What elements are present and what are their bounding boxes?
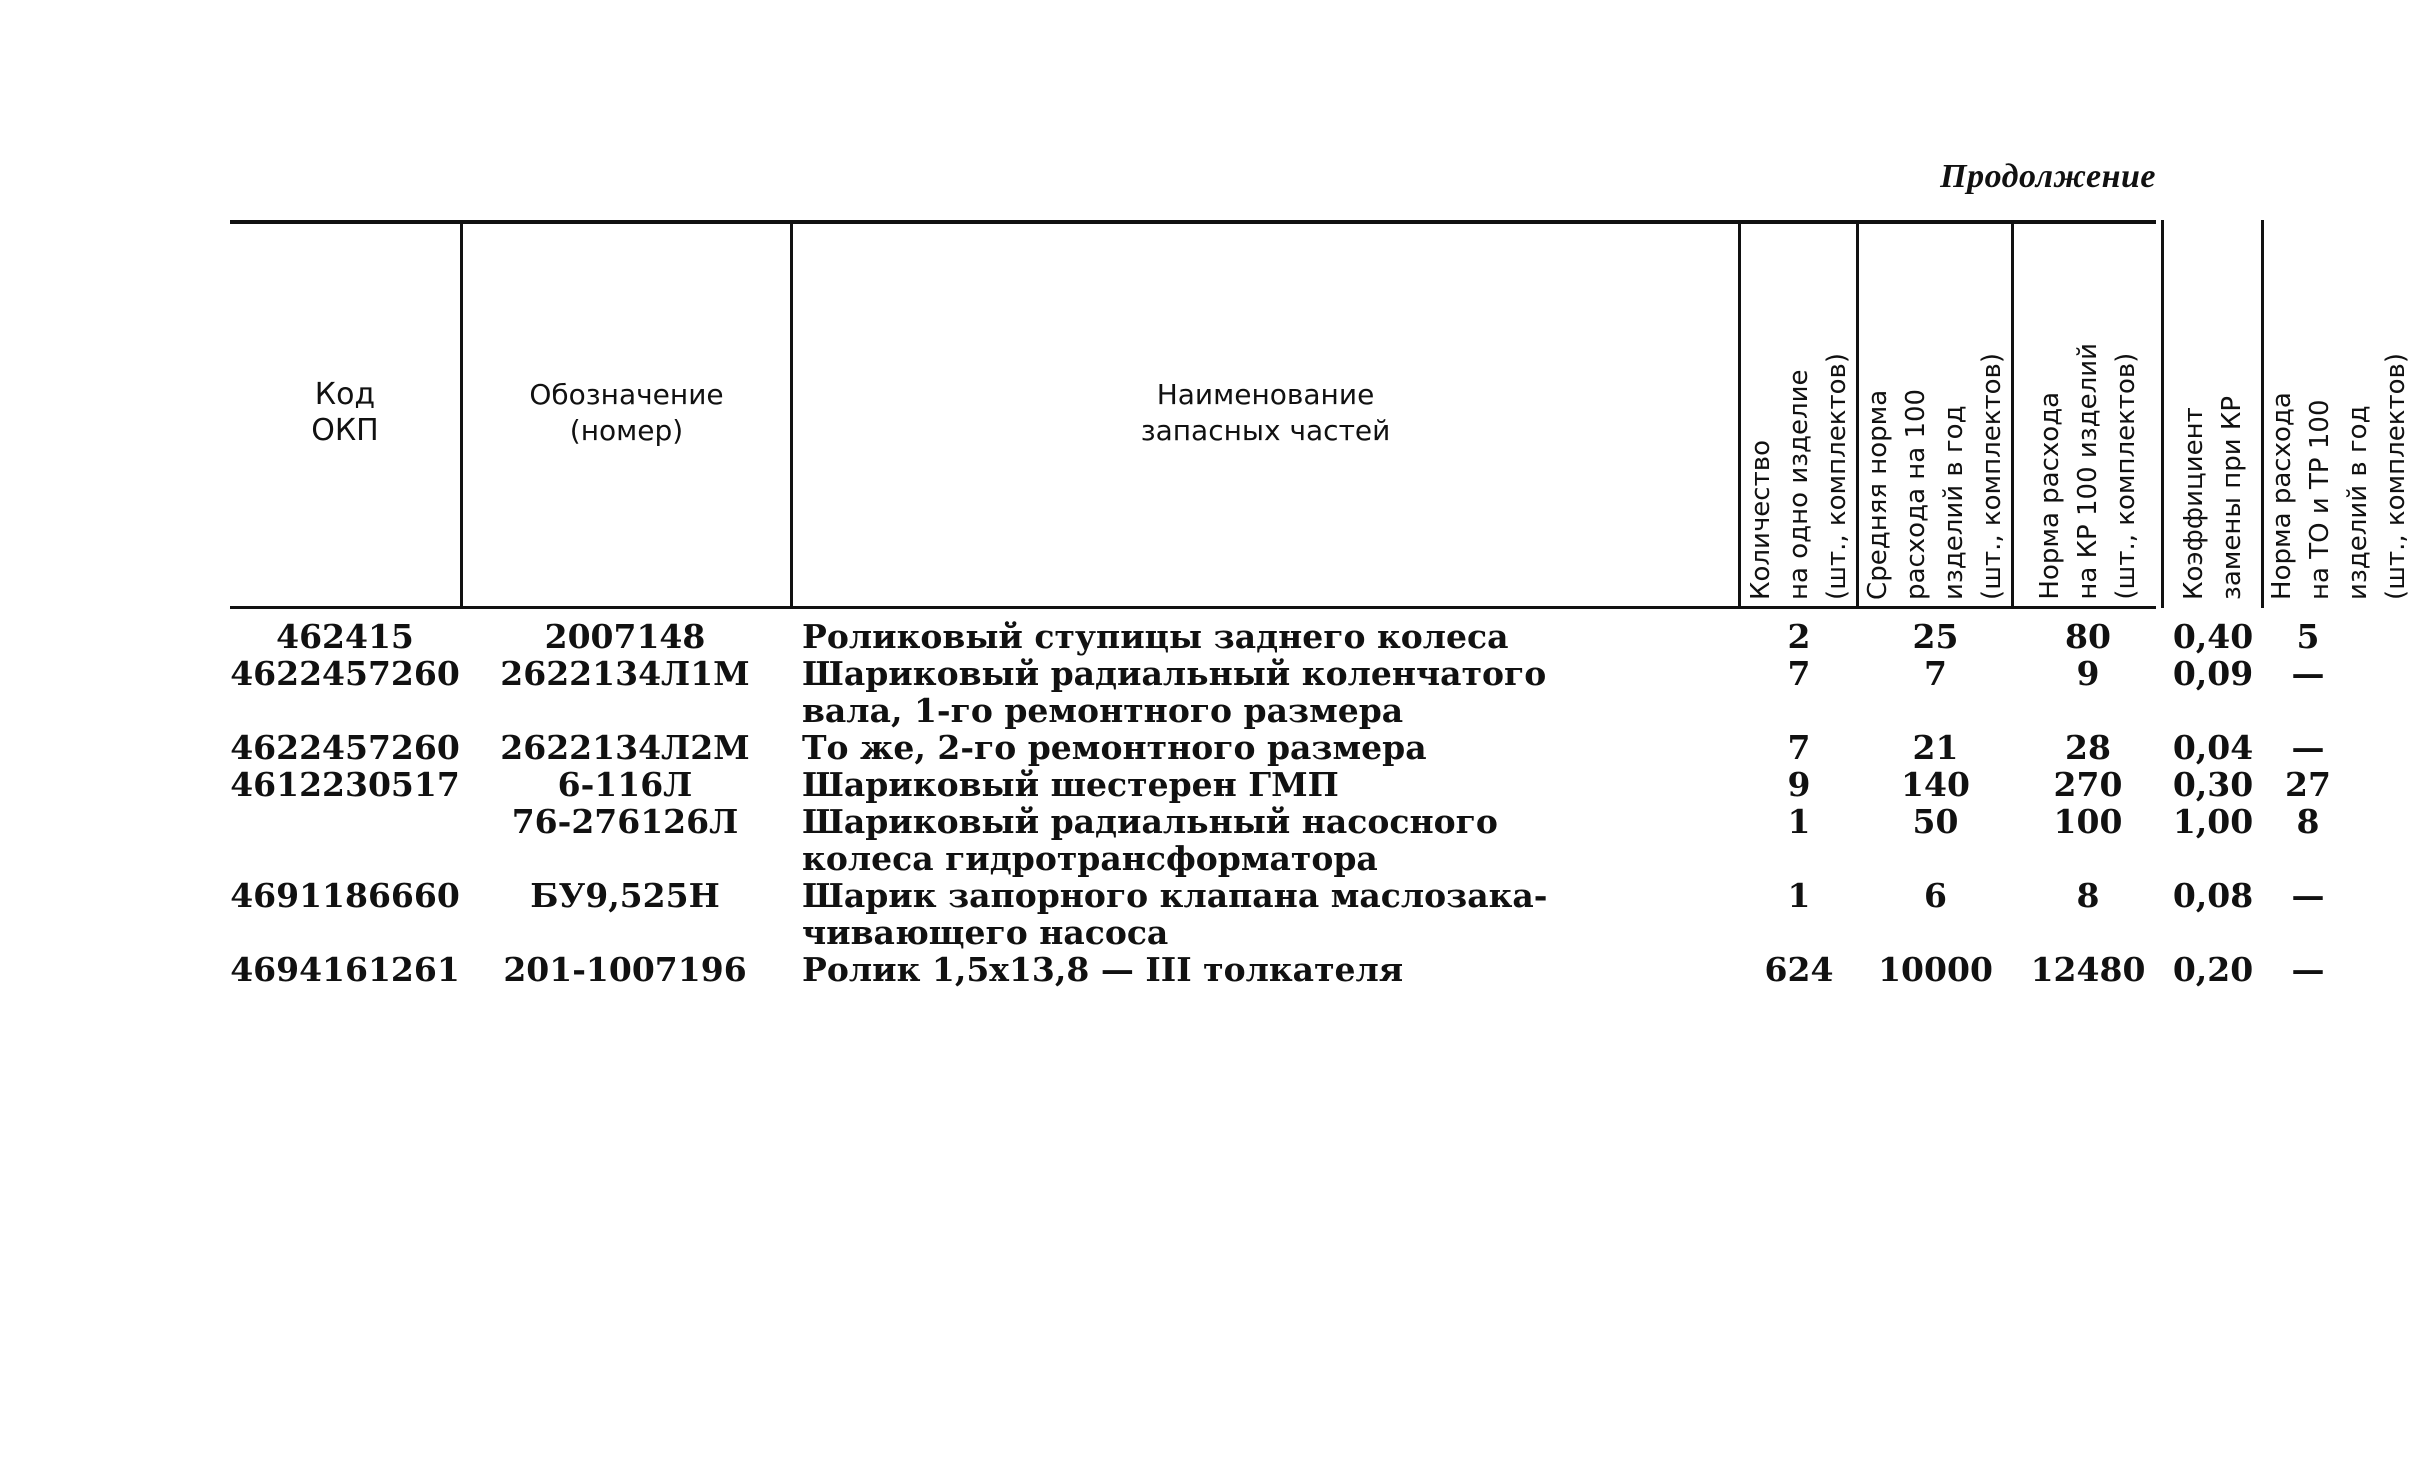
cell-name — [802, 655, 1742, 729]
cell-coef: 0,20 — [2172, 950, 2254, 989]
cell-name-line: То же, 2-го ремонтного размера — [802, 728, 1427, 767]
cell-name-line: Ролик 1,5х13,8 — III толкателя — [802, 950, 1404, 989]
cell-avg: 140 — [1901, 765, 1970, 804]
cell-avg: 10000 — [1878, 950, 1993, 989]
header-avg-norm — [1859, 220, 2011, 606]
header-to-norm-text: Норма расхода на ТО и ТР 100 изделий в год (шт., комплектов) — [2267, 353, 2411, 600]
header-to-norm — [2264, 220, 2414, 606]
cell-name-line: чивающего насоса — [802, 913, 1169, 952]
cell-kr: 28 — [2065, 728, 2111, 767]
header-name-line: Наименование — [1156, 378, 1375, 411]
header-designation-line: (номер) — [569, 414, 684, 447]
cell-kr: 100 — [2053, 802, 2123, 841]
cell-coef: 0,04 — [2172, 728, 2254, 767]
header-code-line: Код — [314, 377, 376, 412]
cell-designation: 76-276126Л — [511, 802, 739, 841]
cell-code: 4622457260 — [230, 728, 460, 767]
header-kr-norm-text: Норма расхода на КР 100 изделий (шт., комплектов) — [2034, 343, 2141, 600]
cell-name — [802, 951, 1742, 988]
cell-coef: 0,40 — [2172, 617, 2254, 656]
cell-name — [802, 618, 1742, 655]
cell-avg: 21 — [1912, 728, 1959, 767]
cell-kr: 8 — [2076, 876, 2100, 915]
header-kr-norm — [2014, 220, 2161, 606]
cell-code: 4622457260 — [230, 654, 460, 693]
cell-qty: 7 — [1787, 654, 1811, 693]
cell-designation: БУ9,525Н — [530, 876, 720, 915]
cell-qty: 624 — [1764, 950, 1834, 989]
header-coef — [2164, 220, 2261, 606]
cell-kr: 12480 — [2030, 950, 2146, 989]
cell-qty: 9 — [1787, 765, 1811, 804]
cell-code: 462415 — [276, 617, 414, 656]
cell-to: — — [2291, 654, 2325, 693]
cell-code: 4612230517 — [230, 765, 460, 804]
cell-name — [802, 729, 1742, 766]
cell-designation: 6-116Л — [557, 765, 693, 804]
cell-name-line: вала, 1-го ремонтного размера — [802, 691, 1404, 730]
cell-avg: 6 — [1924, 876, 1947, 915]
cell-designation: 2622134Л1М — [500, 654, 750, 693]
cell-designation: 201-1007196 — [503, 950, 747, 989]
spare-parts-table — [230, 220, 2411, 1220]
cell-kr: 80 — [2065, 617, 2111, 656]
header-qty — [1741, 220, 1856, 606]
cell-name — [802, 877, 1742, 951]
cell-avg: 7 — [1924, 654, 1947, 693]
cell-qty: 1 — [1787, 802, 1811, 841]
cell-to: — — [2291, 728, 2325, 767]
header-coef-text: Коэффициент замены при КР — [2178, 396, 2247, 600]
cell-to: 27 — [2285, 765, 2331, 804]
header-bottom-rule — [230, 606, 2156, 609]
cell-qty: 2 — [1787, 617, 1811, 656]
header-name — [793, 220, 1738, 606]
cell-name-line: колеса гидротрансформатора — [802, 839, 1378, 878]
continuation-label: Продолжение — [1940, 158, 2156, 195]
cell-name-line: Шариковый радиальный насосного — [802, 802, 1498, 841]
cell-coef: 0,30 — [2172, 765, 2254, 804]
header-name-line: запасных частей — [1140, 414, 1391, 447]
cell-designation: 2007148 — [544, 617, 706, 656]
cell-qty: 1 — [1787, 876, 1811, 915]
cell-designation: 2622134Л2М — [500, 728, 750, 767]
cell-coef: 1,00 — [2172, 802, 2254, 841]
header-qty-text: Количество на одно изделие (шт., комплектов) — [1745, 353, 1852, 600]
cell-name-line: Шарик запорного клапана маслозака- — [802, 876, 1548, 915]
cell-code: 4694161261 — [230, 950, 460, 989]
cell-name-line: Роликовый ступицы заднего колеса — [802, 617, 1509, 656]
cell-to: 5 — [2296, 617, 2320, 656]
cell-to: — — [2291, 950, 2325, 989]
cell-name-line: Шариковый шестерен ГМП — [802, 765, 1339, 804]
cell-name — [802, 766, 1742, 803]
header-designation-line: Обозначение — [529, 378, 724, 411]
cell-to: 8 — [2296, 802, 2320, 841]
cell-to: — — [2291, 876, 2325, 915]
cell-name — [802, 803, 1742, 877]
cell-coef: 0,08 — [2172, 876, 2254, 915]
cell-name-line: Шариковый радиальный коленчатого — [802, 654, 1547, 693]
cell-coef: 0,09 — [2172, 654, 2254, 693]
header-designation — [463, 220, 790, 606]
header-code-line: ОКП — [311, 413, 379, 448]
cell-code: 4691186660 — [230, 876, 460, 915]
cell-kr: 270 — [2053, 765, 2123, 804]
cell-kr: 9 — [2076, 654, 2100, 693]
cell-avg: 25 — [1912, 617, 1959, 656]
header-avg-norm-text: Средняя норма расхода на 100 изделий в год (шт., комплектов) — [1863, 353, 2007, 600]
cell-qty: 7 — [1787, 728, 1811, 767]
header-code — [230, 220, 460, 606]
cell-avg: 50 — [1912, 802, 1959, 841]
